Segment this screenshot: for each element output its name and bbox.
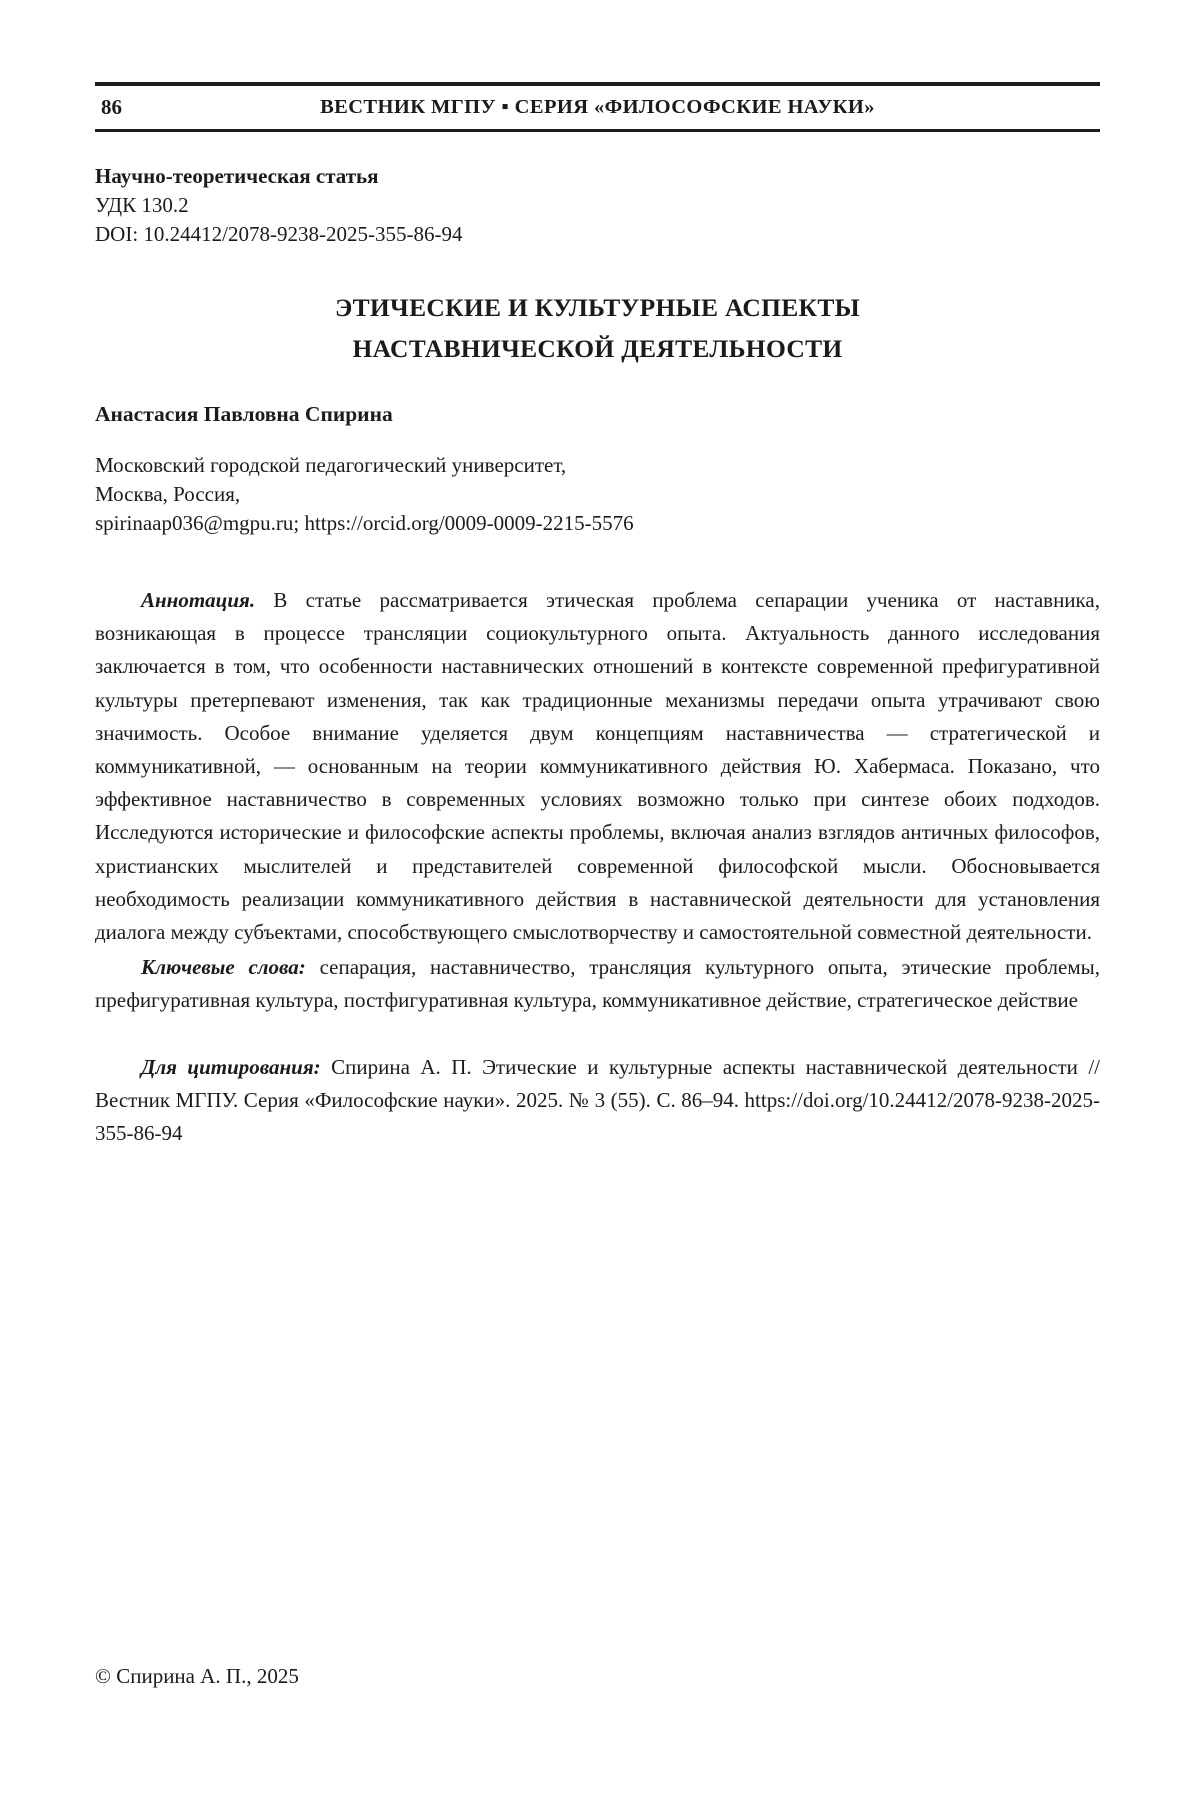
abstract-paragraph — [95, 584, 1100, 949]
article-meta — [95, 162, 1100, 249]
journal-series-title: ВЕСТНИК МГПУ ▪ СЕРИЯ «ФИЛОСОФСКИЕ НАУКИ» — [320, 96, 875, 118]
article-title-line1: ЭТИЧЕСКИЕ И КУЛЬТУРНЫЕ АСПЕКТЫ — [335, 293, 860, 322]
citation-text: Спирина А. П. Этические и культурные аспекты наставнической деятельности // Вестник МГПУ. Серия «Философские науки». 2025. № 3 (55). С. 86–94. https://doi.org/10.24412/2078-9238-2025-355-86-94 — [95, 1054, 1100, 1146]
doi-line: DOI: 10.24412/2078-9238-2025-355-86-94 — [95, 222, 463, 246]
page-number: 86 — [101, 95, 122, 119]
affiliation-city: Москва, Россия, — [95, 482, 241, 506]
running-head — [95, 82, 1100, 132]
keywords-label: Ключевые слова: — [141, 955, 306, 980]
keywords-paragraph — [95, 951, 1100, 1017]
udc-code: УДК 130.2 — [95, 193, 189, 217]
keywords-text: сепарация, наставничество, трансляция культурного опыта, этические проблемы, префигуративная культура, постфигуративная культура, коммуникативное действие, стратегическое действие — [95, 955, 1100, 1013]
citation-paragraph — [95, 1051, 1100, 1151]
article-front-matter — [95, 584, 1100, 1150]
author-name: Анастасия Павловна Спирина — [95, 402, 393, 426]
abstract-label: Аннотация. — [141, 588, 256, 612]
citation-label: Для цитирования: — [141, 1054, 321, 1079]
copyright-notice: © Спирина А. П., 2025 — [95, 1664, 299, 1688]
abstract-text: В статье рассматривается этическая проблема сепарации ученика от наставника, возникающая в процессе трансляции социокультурного опыта. Актуальность данного исследования заключается в том, что особенности наставнических отношений в контексте современной префигуративной культуры претерпевают изменения, так как традиционные механизмы передачи опыта утрачивают свою значимость. Особое внимание уделяется двум концепциям наставничества — стратегической и коммуникативной, — основанным на теории коммуникативного действия Ю. Хабермаса. Показано, что эффективное наставничество в современных условиях возможно только при синтезе обоих подходов. Исследуются исторические и философские аспекты проблемы, включая анализ взглядов античных философов, христианских мыслителей и представителей современной философской мысли. Обосновывается необходимость реализации коммуникативного действия в наставнической деятельности для установления диалога между субъектами, способствующего смыслотворчеству и самостоятельной совместной деятельности. — [95, 588, 1101, 945]
article-title — [95, 287, 1100, 369]
article-type-label: Научно-теоретическая статья — [95, 164, 379, 188]
affiliation-email-orcid: spirinaap036@mgpu.ru; https://orcid.org/0009-0009-2215-5576 — [95, 511, 634, 535]
affiliation-university: Московский городской педагогический университет, — [95, 453, 567, 477]
author-affiliation — [95, 451, 1100, 538]
article-title-line2: НАСТАВНИЧЕСКОЙ ДЕЯТЕЛЬНОСТИ — [352, 334, 843, 363]
